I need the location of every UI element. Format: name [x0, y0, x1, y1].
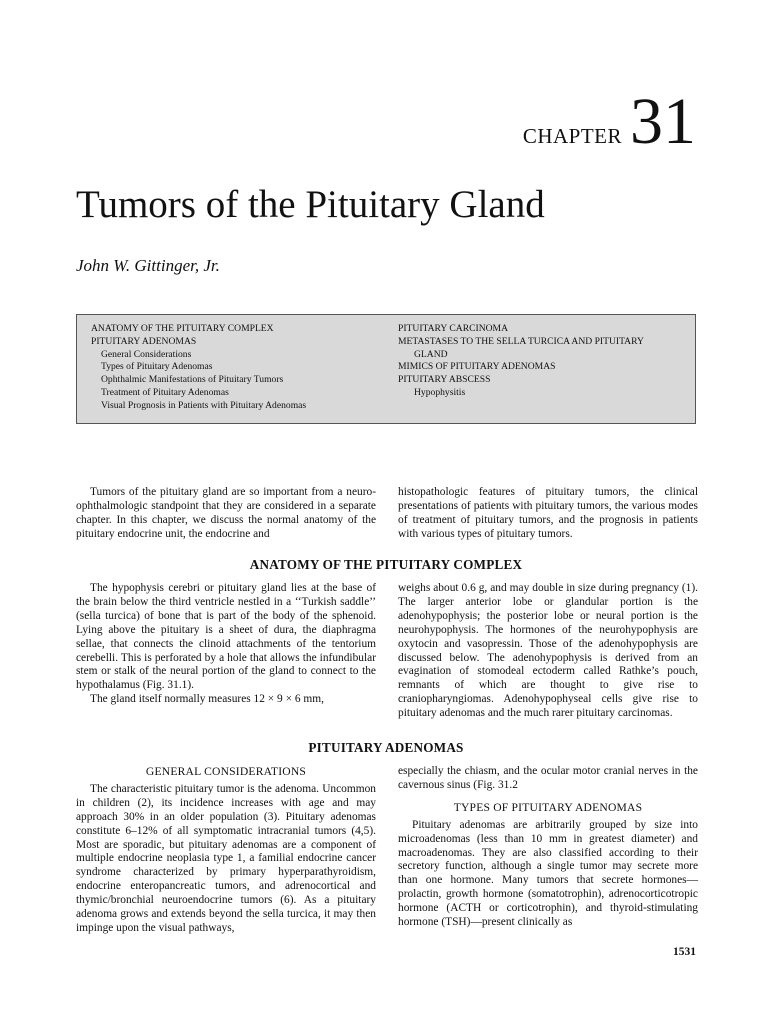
chapter-label: CHAPTER — [522, 124, 622, 148]
contents-subitem: Types of Pituitary Adenomas — [101, 361, 213, 373]
subsection-heading-general: GENERAL CONSIDERATIONS — [145, 765, 307, 778]
anatomy-left-column — [76, 582, 376, 707]
section-heading-adenomas: PITUITARY ADENOMAS — [308, 740, 464, 755]
intro-paragraph-continued: histopathologic features of pituitary tumors, the clinical presentations of patients with pituitary tumors, the various modes of treatment of pituitary tumors, and the prognosis in patients with various types of pituitary tumors. — [398, 486, 698, 540]
author-name: John W. Gittinger, Jr. — [76, 256, 220, 275]
chapter-heading — [522, 85, 696, 158]
intro-paragraph: Tumors of the pituitary gland are so important from a neuro-ophthalmologic standpoint that they are considered in a separate chapter. In this chapter, we discuss the normal anatomy of the pituitary endocrine unit, the endocrine and — [76, 486, 376, 540]
types-paragraph: Pituitary adenomas are arbitrarily grouped by size into microadenomas (less than 10 mm in greatest diameter) and macroadenomas. They are also classified according to their secretory function, although a single tumor may secrete more than one hormone. Many tumors that secrete hormones—prolactin, growth hormone (somatotrophin), adrenocorticotropic hormone (ACTH or corticotrophin), and thyroid-stimulating hormone (TSH)—present clinically as — [398, 818, 698, 929]
general-paragraph: The characteristic pituitary tumor is the adenoma. Uncommon in children (2), its incidence increases with age and may approach 30% in an older population (3). Pituitary adenomas constitute 6–12% of all symptomatic intracranial tumors (4,5). Most are sporadic, but pituitary adenomas are a component of multiple endocrine neoplasia type 1, a familial endocrine cancer syndrome characterized by primary hyperparathyroidism, endocrine enteropancreatic tumors, and adrenocortical and thymic/bronchial neuroendocrine tumors (6). As a pituitary adenoma grows and extends beyond the sella turcica, it may then impinge upon the visual pathways, — [76, 782, 376, 934]
contents-item: MIMICS OF PITUITARY ADENOMAS — [398, 361, 556, 373]
page-number: 1531 — [673, 946, 696, 958]
anatomy-paragraph: The hypophysis cerebri or pituitary gland lies at the base of the brain below the third ventricle nestled in a ‘‘Turkish saddle’’ (sella turcica) of bone that is part of the body of the sphenoid. Lying above the pituitary is a sheet of dura, the diaphragma sellae, that connects the clinoid attachments of the tentorium cerebelli. This is perforated by a hole that allows the infundibular stem or stalk of the neural portion of the gland to connect to the hypothalamus (Fig. 31.1). — [76, 582, 376, 692]
chapter-title: Tumors of the Pituitary Gland — [76, 183, 545, 226]
anatomy-right-column — [398, 582, 698, 721]
contents-item: METASTASES TO THE SELLA TURCICA AND PITUITARY — [398, 335, 644, 347]
contents-right-column — [398, 323, 690, 400]
subsection-heading-types: TYPES OF PITUITARY ADENOMAS — [453, 800, 643, 814]
contents-subitem: Visual Prognosis in Patients with Pituitary Adenomas — [101, 399, 307, 411]
contents-item-continuation: GLAND — [414, 348, 448, 360]
contents-subitem: Ophthalmic Manifestations of Pituitary Tumors — [101, 374, 284, 386]
chapter-number: 31 — [630, 85, 696, 158]
contents-item: PITUITARY ABSCESS — [398, 374, 491, 386]
contents-left-column — [91, 323, 391, 413]
contents-subitem: Treatment of Pituitary Adenomas — [101, 386, 229, 398]
contents-item: PITUITARY CARCINOMA — [398, 323, 509, 334]
anatomy-paragraph-continued: weighs about 0.6 g, and may double in size during pregnancy (1). The larger anterior lobe or glandular portion is the adenohypophysis; the posterior lobe or neural portion is the neurohypophysis. The hormones of the neurohypophysis are oxytocin and vasopressin. Those of the adenohypophysis are discussed below. The adenohypophysis is derived from an evagination of stomodeal ectoderm called Rathke’s pouch, remnants of which are thought to give rise to craniopharyngiomas. Adenohypophyseal cells give rise to pituitary adenomas and the much rarer pituitary carcinomas. — [398, 582, 698, 720]
general-paragraph-continued: especially the chiasm, and the ocular motor cranial nerves in the cavernous sinus (Fig. 31.2 — [398, 765, 698, 791]
section-heading-anatomy: ANATOMY OF THE PITUITARY COMPLEX — [249, 557, 523, 572]
contents-item: ANATOMY OF THE PITUITARY COMPLEX — [91, 323, 274, 334]
contents-item: PITUITARY ADENOMAS — [91, 335, 197, 347]
contents-subitem: Hypophysitis — [414, 386, 466, 398]
adenomas-left-column — [76, 765, 376, 936]
intro-right-column — [398, 486, 698, 542]
adenomas-right-column — [398, 765, 698, 930]
chapter-contents-box — [76, 314, 696, 424]
intro-left-column — [76, 486, 376, 542]
anatomy-paragraph: The gland itself normally measures 12 × 9 × 6 mm, — [90, 693, 324, 706]
contents-subitem: General Considerations — [101, 348, 192, 360]
